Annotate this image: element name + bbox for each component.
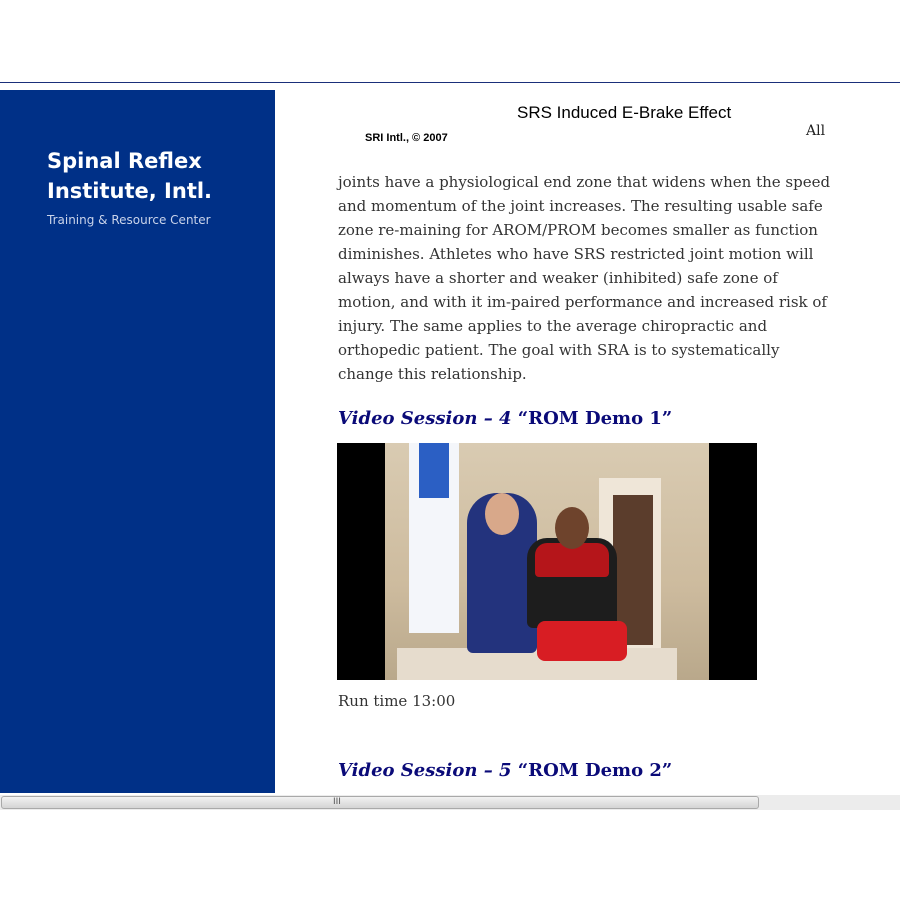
site-subtitle: Training & Resource Center xyxy=(47,213,211,227)
body-paragraph: joints have a physiological end zone that widens when the speed and momentum of the joint increases. The resulting usable safe zone re-maining for AROM/PROM becomes smaller as function diminishes. Athletes who have SRS restricted joint motion will always have a shorter and weaker (inhibited) safe zone of motion, and with it im-paired performance and increased risk of injury. The same applies to the average chiropractic and orthopedic patient. The goal with SRA is to systematically change this relationship. xyxy=(338,173,831,383)
scrollbar-thumb[interactable] xyxy=(1,796,759,809)
video-instructor-head xyxy=(485,493,519,535)
banner-logo xyxy=(419,443,449,498)
video-session-4-heading xyxy=(338,408,672,429)
video-player[interactable] xyxy=(337,443,757,680)
video-session-4-title: “ROM Demo 1” xyxy=(511,408,673,429)
video-athlete-shorts xyxy=(537,621,627,661)
site-title[interactable] xyxy=(47,146,267,206)
video-session-4-label: Video Session – 4 xyxy=(338,408,512,429)
video-session-5-label: Video Session – 5 xyxy=(338,760,512,781)
video-session-5-heading xyxy=(338,760,672,781)
figure-all-label: All xyxy=(806,123,826,139)
video-athlete-head xyxy=(555,507,589,549)
scrollbar-grip-icon: III xyxy=(333,797,341,807)
video-runtime: Run time 13:00 xyxy=(338,692,456,710)
top-divider xyxy=(0,82,900,83)
site-title-line2: Institute, Intl. xyxy=(47,179,213,203)
site-title-line1: Spinal Reflex xyxy=(47,149,202,173)
figure-credit: SRI Intl., © 2007 xyxy=(365,132,448,144)
video-session-5-title: “ROM Demo 2” xyxy=(511,760,673,781)
figure-title: SRS Induced E-Brake Effect xyxy=(517,103,732,122)
